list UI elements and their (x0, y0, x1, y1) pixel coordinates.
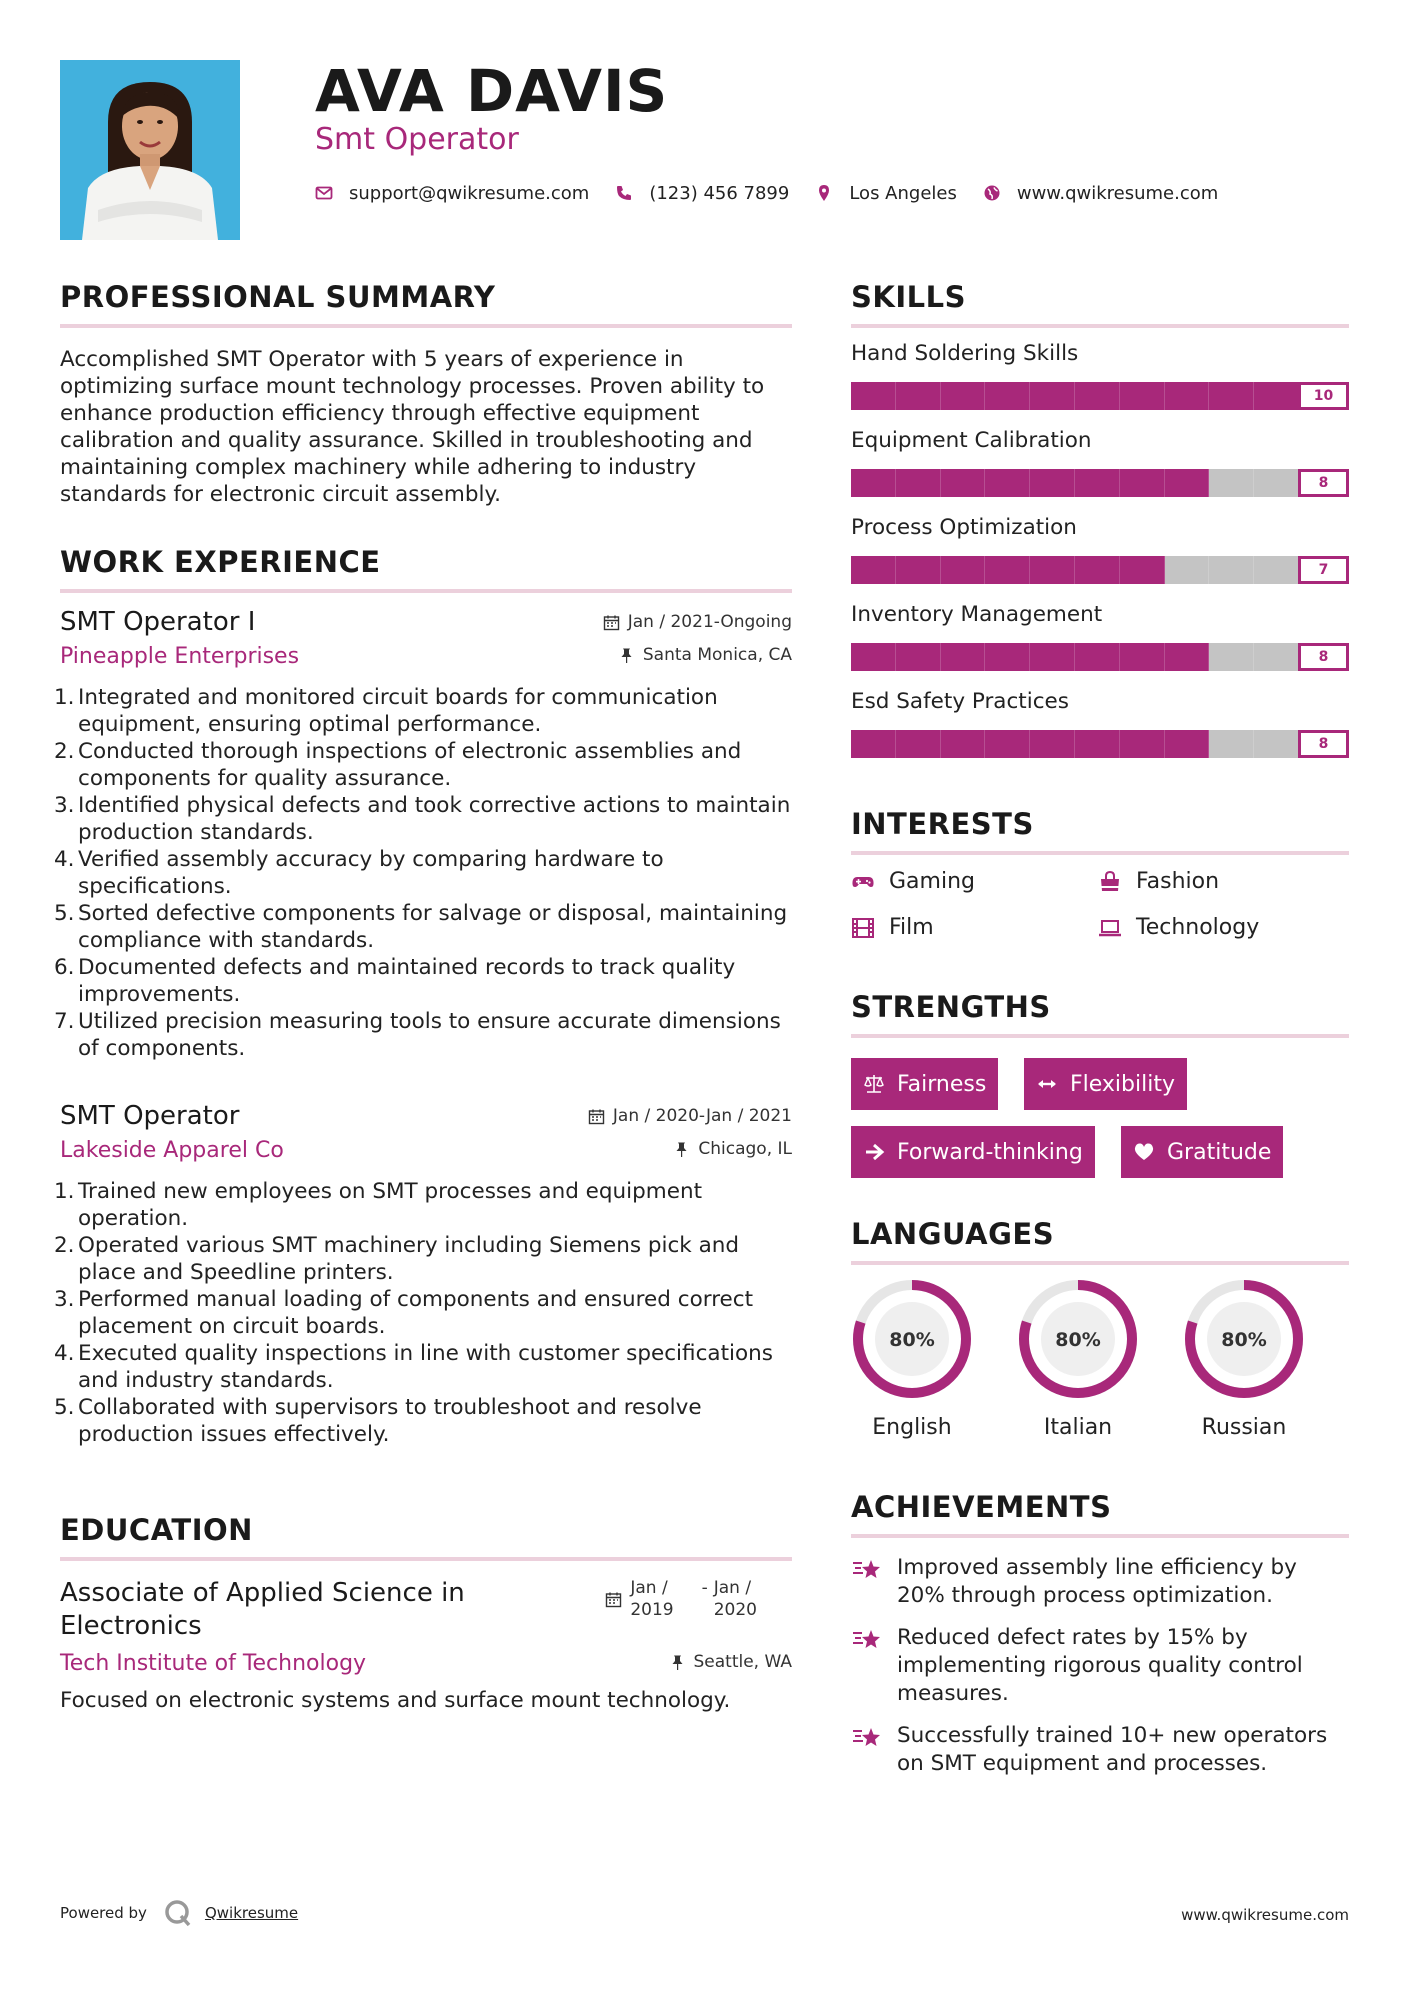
skill-bar-segment (1120, 556, 1165, 584)
job-company: Pineapple Enterprises (60, 644, 300, 669)
skill-bar-segment (896, 469, 941, 497)
film-icon (851, 916, 875, 940)
strength-chip: Flexibility (1024, 1058, 1187, 1110)
achievement-item: Successfully trained 10+ new operators on SMT equipment and processes. (851, 1722, 1349, 1778)
list-item: 5. Collaborated with supervisors to troubleshoot and resolve production issues effectively. (54, 1395, 702, 1447)
skill-name: Hand Soldering Skills (851, 341, 1079, 366)
skill-bar-segment (896, 556, 941, 584)
summary-heading: PROFESSIONAL SUMMARY (60, 280, 496, 314)
skill-bar-segment (1165, 469, 1210, 497)
job-title: SMT Operator I (60, 607, 256, 637)
skill-bar-segment (1165, 730, 1210, 758)
contact-phone[interactable] (615, 183, 789, 204)
skill-bar-segment (1165, 643, 1210, 671)
skill-bar-segment (1075, 382, 1120, 410)
shopping-bag-icon (1098, 870, 1122, 894)
candidate-name: AVA DAVIS (315, 57, 669, 125)
balance-scale-icon (863, 1073, 885, 1095)
calendar-icon (605, 1591, 622, 1608)
skill-bar-segment (896, 730, 941, 758)
education-heading: EDUCATION (60, 1513, 253, 1547)
language-item (1017, 1278, 1139, 1442)
skill-bar-segment (1030, 556, 1075, 584)
skill-level-badge: 7 (1298, 556, 1349, 584)
job-location: Santa Monica, CA (618, 645, 792, 665)
skill-bar-segment (1254, 643, 1299, 671)
section-divider (851, 1534, 1349, 1538)
globe-icon (983, 184, 1001, 202)
skill-bar-segment (1165, 382, 1210, 410)
experience-section (60, 545, 792, 593)
skill-bar-segment (851, 469, 896, 497)
list-item: 3. Identified physical defects and took corrective actions to maintain production standards. (54, 793, 791, 845)
job-title: SMT Operator (60, 1101, 240, 1131)
skill-item (851, 688, 1349, 758)
skill-level-badge: 8 (1298, 643, 1349, 671)
education-entry (60, 1577, 792, 1715)
section-divider (60, 324, 792, 328)
contact-website[interactable] (983, 183, 1218, 204)
skill-bar-segment (985, 556, 1030, 584)
shooting-star-icon (851, 1624, 883, 1656)
skill-level-badge: 10 (1298, 382, 1349, 410)
summary-section (60, 280, 792, 508)
skill-bar-segment (1165, 556, 1210, 584)
website-text: www.qwikresume.com (1016, 182, 1219, 204)
contact-email[interactable] (315, 183, 589, 204)
achievements-heading: ACHIEVEMENTS (851, 1490, 1112, 1524)
skill-bar-segment (985, 382, 1030, 410)
skill-bar-segment (851, 643, 896, 671)
school-location: Seattle, WA (669, 1652, 793, 1672)
end-month: Jan / (713, 1578, 752, 1598)
skill-item (851, 340, 1349, 410)
shooting-star-icon (851, 1554, 883, 1586)
job-entry (54, 606, 792, 1062)
education-description: Focused on electronic systems and surface mount technology. (60, 1688, 731, 1713)
education-section (60, 1513, 792, 1561)
envelope-icon (315, 184, 333, 202)
skill-bar-segment (985, 730, 1030, 758)
skill-bar-segment (941, 643, 986, 671)
phone-text: (123) 456 7899 (649, 182, 790, 204)
skill-bar-segment (1120, 382, 1165, 410)
language-percent: 80% (889, 1329, 935, 1351)
location-text: Los Angeles (849, 182, 957, 204)
date-dash: - (701, 1578, 708, 1598)
skill-name: Equipment Calibration (851, 428, 1092, 453)
skill-bar-segment (941, 382, 986, 410)
profile-photo (60, 60, 240, 240)
skill-bar-segment (985, 469, 1030, 497)
skill-bar-segment (1075, 643, 1120, 671)
skill-bar-segment (1030, 382, 1075, 410)
language-name: Italian (1043, 1415, 1113, 1440)
strength-chip: Gratitude (1121, 1126, 1283, 1178)
degree-title: Associate of Applied Science in Electronics (60, 1578, 465, 1641)
interest-item: Gaming (851, 868, 975, 896)
skill-bar (851, 556, 1349, 584)
section-divider (851, 851, 1349, 855)
strength-chip: Forward-thinking (851, 1126, 1095, 1178)
skills-section (851, 280, 1349, 328)
list-item: 1. Integrated and monitored circuit boards for communication equipment, ensuring optimal performance. (54, 685, 718, 737)
skill-bar-segment (1209, 382, 1254, 410)
language-percent: 80% (1055, 1329, 1101, 1351)
contact-location (815, 183, 957, 204)
skill-bar-segment (985, 643, 1030, 671)
skill-bar-segment (941, 556, 986, 584)
skill-bar-segment (1254, 382, 1299, 410)
skill-item (851, 601, 1349, 671)
skills-heading: SKILLS (851, 280, 966, 314)
interest-item: Fashion (1098, 868, 1219, 896)
end-year: 2020 (713, 1600, 757, 1620)
skill-bar-segment (1120, 730, 1165, 758)
strength-chip: Fairness (851, 1058, 998, 1110)
map-pin-icon (815, 184, 833, 202)
list-item: 1. Trained new employees on SMT processes and equipment operation. (54, 1179, 703, 1231)
job-bullets (54, 1178, 792, 1448)
footer-powered-by (60, 1898, 298, 1928)
skill-bar-segment (941, 730, 986, 758)
section-divider (851, 324, 1349, 328)
skill-bar-segment (1254, 730, 1299, 758)
skill-bar (851, 469, 1349, 497)
gamepad-icon (851, 870, 875, 894)
job-entry (54, 1100, 792, 1448)
achievements-section (851, 1490, 1349, 1538)
laptop-icon (1098, 916, 1122, 940)
skill-bar-segment (1030, 469, 1075, 497)
experience-heading: WORK EXPERIENCE (60, 545, 381, 579)
skill-name: Inventory Management (851, 602, 1103, 627)
list-item: 7. Utilized precision measuring tools to ensure accurate dimensions of components. (54, 1009, 781, 1061)
skill-name: Esd Safety Practices (851, 689, 1069, 714)
calendar-icon (603, 614, 620, 631)
heart-icon (1133, 1141, 1155, 1163)
arrow-right-icon (863, 1141, 885, 1163)
skill-bar-segment (1030, 730, 1075, 758)
language-item (851, 1278, 973, 1442)
language-progress-ring (1183, 1278, 1305, 1400)
skill-bar (851, 643, 1349, 671)
achievement-item: Reduced defect rates by 15% by implementing rigorous quality control measures. (851, 1624, 1349, 1708)
list-item: 4. Verified assembly accuracy by comparing hardware to specifications. (54, 847, 664, 899)
list-item: 5. Sorted defective components for salvage or disposal, maintaining compliance with standards. (54, 901, 788, 953)
list-item: 3. Performed manual loading of components and ensured correct placement on circuit boards. (54, 1287, 754, 1339)
language-percent: 80% (1221, 1329, 1267, 1351)
skill-bar-segment (1120, 643, 1165, 671)
job-date: Jan / 2020-Jan / 2021 (588, 1106, 792, 1126)
skill-bar-segment (1209, 730, 1254, 758)
qwikresume-logo-icon (163, 1898, 193, 1928)
section-divider (851, 1034, 1349, 1038)
brand-link[interactable]: Qwikresume (204, 1904, 299, 1922)
skill-bar-segment (1075, 556, 1120, 584)
skill-bar-segment (1120, 469, 1165, 497)
skill-bar (851, 382, 1349, 410)
interest-item: Film (851, 914, 934, 942)
list-item: 2. Conducted thorough inspections of electronic assemblies and components for quality assurance. (54, 739, 742, 791)
contact-row (315, 178, 1244, 208)
job-company: Lakeside Apparel Co (60, 1138, 284, 1163)
start-year: 2019 (630, 1600, 674, 1620)
strengths-heading: STRENGTHS (851, 990, 1051, 1024)
skill-item (851, 427, 1349, 497)
email-text: support@qwikresume.com (349, 182, 590, 204)
skill-bar-segment (1075, 730, 1120, 758)
interests-section (851, 807, 1349, 855)
section-divider (60, 1557, 792, 1561)
education-dates (605, 1577, 757, 1621)
skill-bar-segment (1075, 469, 1120, 497)
skill-item (851, 514, 1349, 584)
pushpin-icon (618, 647, 635, 664)
section-divider (60, 589, 792, 593)
list-item: 2. Operated various SMT machinery including Siemens pick and place and Speedline printers. (54, 1233, 740, 1285)
skill-bar-segment (1209, 643, 1254, 671)
strengths-section (851, 990, 1349, 1038)
language-progress-ring (851, 1278, 973, 1400)
section-divider (851, 1261, 1349, 1265)
job-date: Jan / 2021-Ongoing (603, 612, 792, 632)
pushpin-icon (673, 1141, 690, 1158)
list-item: 6. Documented defects and maintained records to track quality improvements. (54, 955, 736, 1007)
footer-website[interactable]: www.qwikresume.com (1181, 1906, 1349, 1924)
phone-icon (615, 184, 633, 202)
powered-by-text: Powered by (60, 1904, 147, 1922)
pushpin-icon (669, 1654, 686, 1671)
interests-heading: INTERESTS (851, 807, 1034, 841)
skill-bar-segment (896, 382, 941, 410)
languages-section (851, 1217, 1349, 1265)
achievement-item: Improved assembly line efficiency by 20% through process optimization. (851, 1554, 1349, 1610)
language-name: Russian (1201, 1415, 1287, 1440)
skill-bar-segment (896, 643, 941, 671)
skill-bar-segment (1254, 556, 1299, 584)
interest-item: Technology (1098, 914, 1259, 942)
summary-text: Accomplished SMT Operator with 5 years of experience in optimizing surface mount technology processes. Proven ability to enhance production efficiency through effective equipment calibration and quality assurance. Skilled in troubleshooting and maintaining complex machinery while adhering to industry standards for electronic circuit assembly. (60, 347, 765, 507)
list-item: 4. Executed quality inspections in line with customer specifications and industry standards. (54, 1341, 773, 1393)
language-progress-ring (1017, 1278, 1139, 1400)
skill-bar-segment (851, 730, 896, 758)
skill-bar-segment (1209, 469, 1254, 497)
languages-heading: LANGUAGES (851, 1217, 1055, 1251)
skill-name: Process Optimization (851, 515, 1077, 540)
skill-bar-segment (1030, 643, 1075, 671)
skill-level-badge: 8 (1298, 730, 1349, 758)
calendar-icon (588, 1108, 605, 1125)
skill-bar-segment (851, 556, 896, 584)
language-item (1183, 1278, 1305, 1442)
candidate-title: Smt Operator (315, 122, 519, 157)
skill-bar-segment (851, 382, 896, 410)
skill-bar (851, 730, 1349, 758)
start-month: Jan / (630, 1578, 668, 1598)
skill-bar-segment (1254, 469, 1299, 497)
skill-bar-segment (1209, 556, 1254, 584)
skill-bar-segment (941, 469, 986, 497)
school-name: Tech Institute of Technology (60, 1651, 367, 1676)
shooting-star-icon (851, 1722, 883, 1754)
language-name: English (872, 1415, 952, 1440)
job-bullets (54, 684, 792, 1062)
job-location: Chicago, IL (673, 1139, 792, 1159)
skill-level-badge: 8 (1298, 469, 1349, 497)
arrows-horizontal-icon (1036, 1073, 1058, 1095)
